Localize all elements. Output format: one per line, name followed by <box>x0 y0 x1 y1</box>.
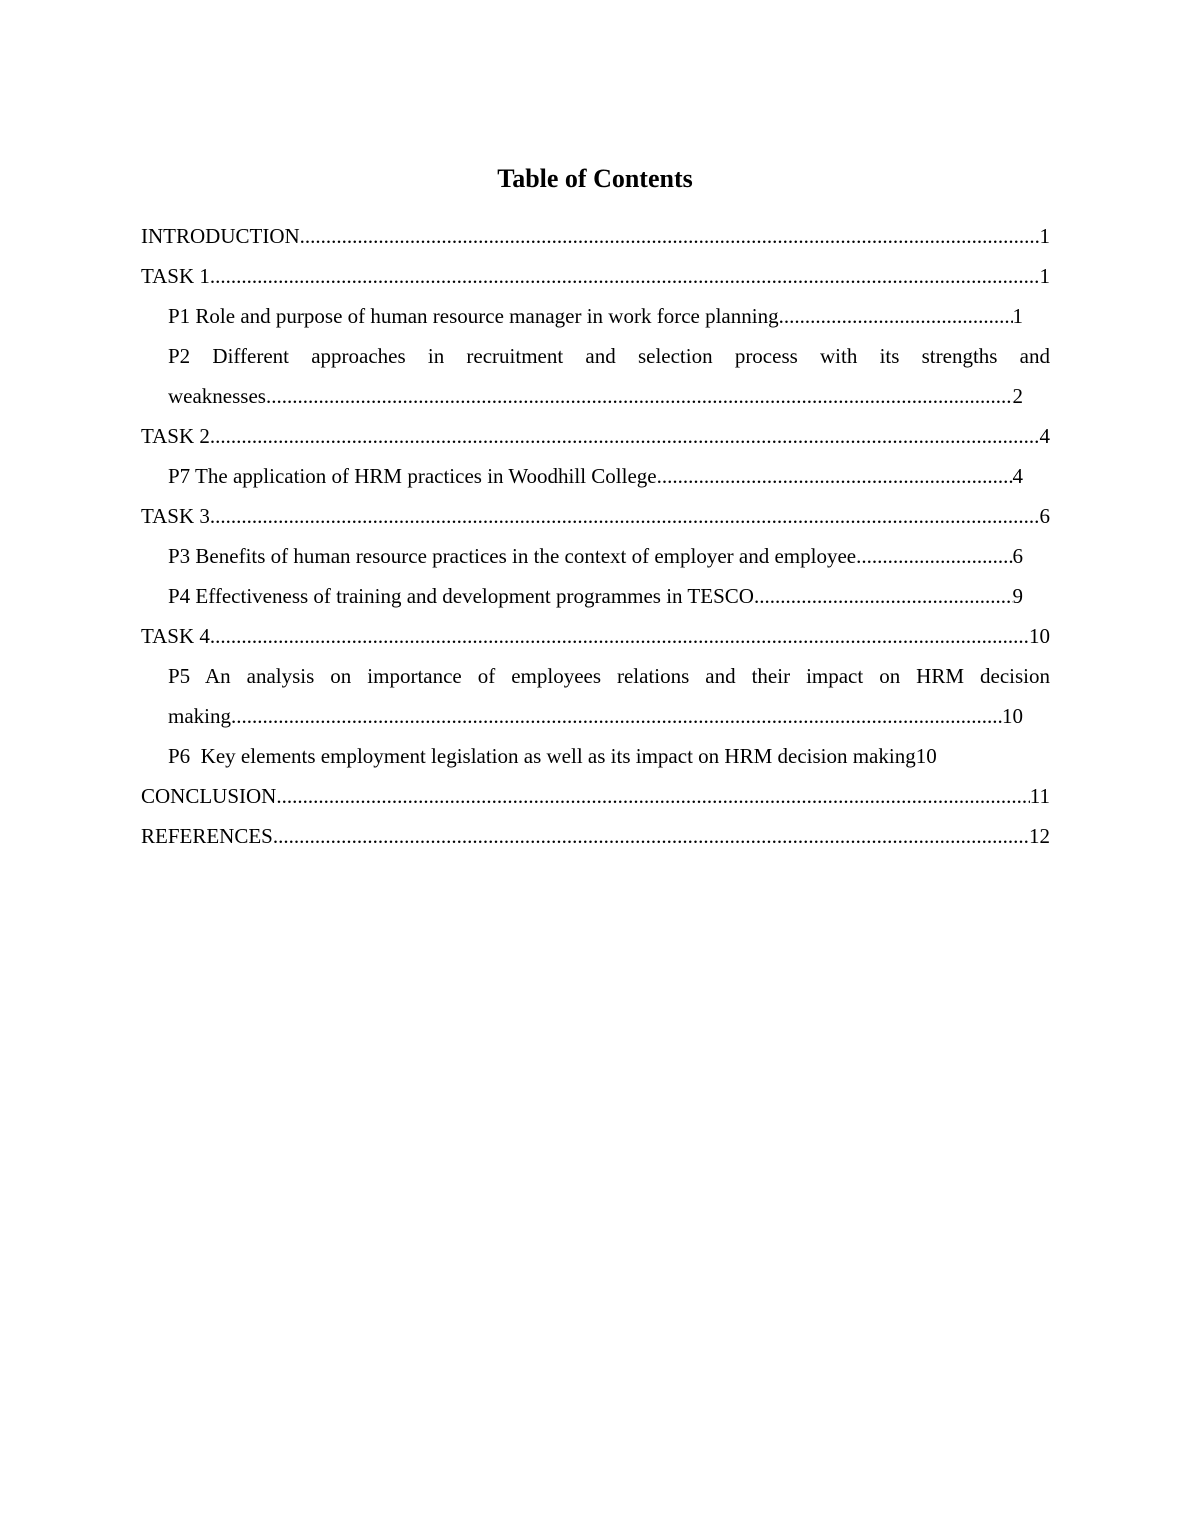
toc-leader-dots <box>210 502 1040 530</box>
toc-entry-p4[interactable] <box>141 582 1023 622</box>
toc-entry-p7[interactable] <box>141 462 1023 502</box>
toc-leader-dots <box>779 302 1013 330</box>
toc-page-number: 4 <box>1012 464 1023 488</box>
toc-entry-text: INTRODUCTION <box>141 224 300 248</box>
toc-page-number: 10 <box>1029 624 1050 648</box>
toc-page-number: 6 <box>1039 504 1050 528</box>
toc-entry-p1[interactable] <box>141 302 1023 342</box>
toc-leader-dots <box>210 622 1029 650</box>
toc-page-number: 2 <box>1012 384 1023 408</box>
toc-entry-text: TASK 3 <box>141 504 210 528</box>
toc-title: Table of Contents <box>497 164 693 193</box>
toc-leader-dots <box>266 382 1013 410</box>
toc-entry-text: P4 Effectiveness of training and development programmes in TESCO <box>168 584 754 608</box>
toc-page-number: 10 <box>915 744 937 768</box>
toc-entry-p2[interactable] <box>141 382 1023 422</box>
toc-leader-dots <box>657 462 1013 490</box>
toc-page-number: 1 <box>1012 304 1023 328</box>
toc-leader-dots <box>210 262 1040 290</box>
toc-entry-introduction[interactable] <box>141 222 1050 262</box>
toc-page-number: 11 <box>1029 784 1050 808</box>
toc-entry-text: P1 Role and purpose of human resource manager in work force planning <box>168 304 779 328</box>
toc-entry-task-4[interactable] <box>141 622 1050 662</box>
toc-page-number: 12 <box>1029 824 1050 848</box>
toc-entry-task-3[interactable] <box>141 502 1050 542</box>
toc-entry-p5[interactable] <box>141 702 1023 742</box>
toc-page-number: 1 <box>1039 224 1050 248</box>
toc-entry-conclusion[interactable] <box>141 782 1050 822</box>
toc-entry-p6[interactable] <box>141 742 1023 782</box>
toc-entry-text: P7 The application of HRM practices in Woodhill College <box>168 464 657 488</box>
toc-entry-text: TASK 1 <box>141 264 210 288</box>
toc-page-number: 4 <box>1039 424 1050 448</box>
toc-page-number: 1 <box>1039 264 1050 288</box>
toc-leader-dots <box>276 782 1029 810</box>
toc-page-number: 6 <box>1012 544 1023 568</box>
toc-leader-dots <box>273 822 1029 850</box>
toc-entry-text: making <box>168 704 231 728</box>
toc-leader-dots <box>231 702 1002 730</box>
toc-entry-text: TASK 4 <box>141 624 210 648</box>
toc-leader-dots <box>210 422 1040 450</box>
toc-entry-text: weaknesses <box>168 384 266 408</box>
toc-entry-text: P3 Benefits of human resource practices in the context of employer and employee <box>168 544 857 568</box>
toc-entry-text: CONCLUSION <box>141 784 277 808</box>
toc-entry-text: TASK 2 <box>141 424 210 448</box>
toc-entry-p2-line1[interactable]: P2 Different approaches in recruitment and selection process with its strengths and <box>168 344 1050 368</box>
toc-leader-dots <box>300 222 1040 250</box>
toc-entry-text: P6 Key elements employment legislation as well as its impact on HRM decision making <box>168 744 916 768</box>
toc-page-number: 9 <box>1012 584 1023 608</box>
toc-entry-p5-line1[interactable]: P5 An analysis on importance of employees relations and their impact on HRM decision <box>168 664 1050 688</box>
toc-entry-task-1[interactable] <box>141 262 1050 302</box>
toc-entry-p3[interactable] <box>141 542 1023 582</box>
toc-leader-dots <box>856 542 1012 570</box>
table-of-contents <box>141 222 1050 862</box>
toc-entry-task-2[interactable] <box>141 422 1050 462</box>
toc-leader-dots <box>754 582 1013 610</box>
toc-entry-references[interactable] <box>141 822 1050 862</box>
toc-page-number: 10 <box>1002 704 1023 728</box>
toc-entry-text: REFERENCES <box>141 824 273 848</box>
